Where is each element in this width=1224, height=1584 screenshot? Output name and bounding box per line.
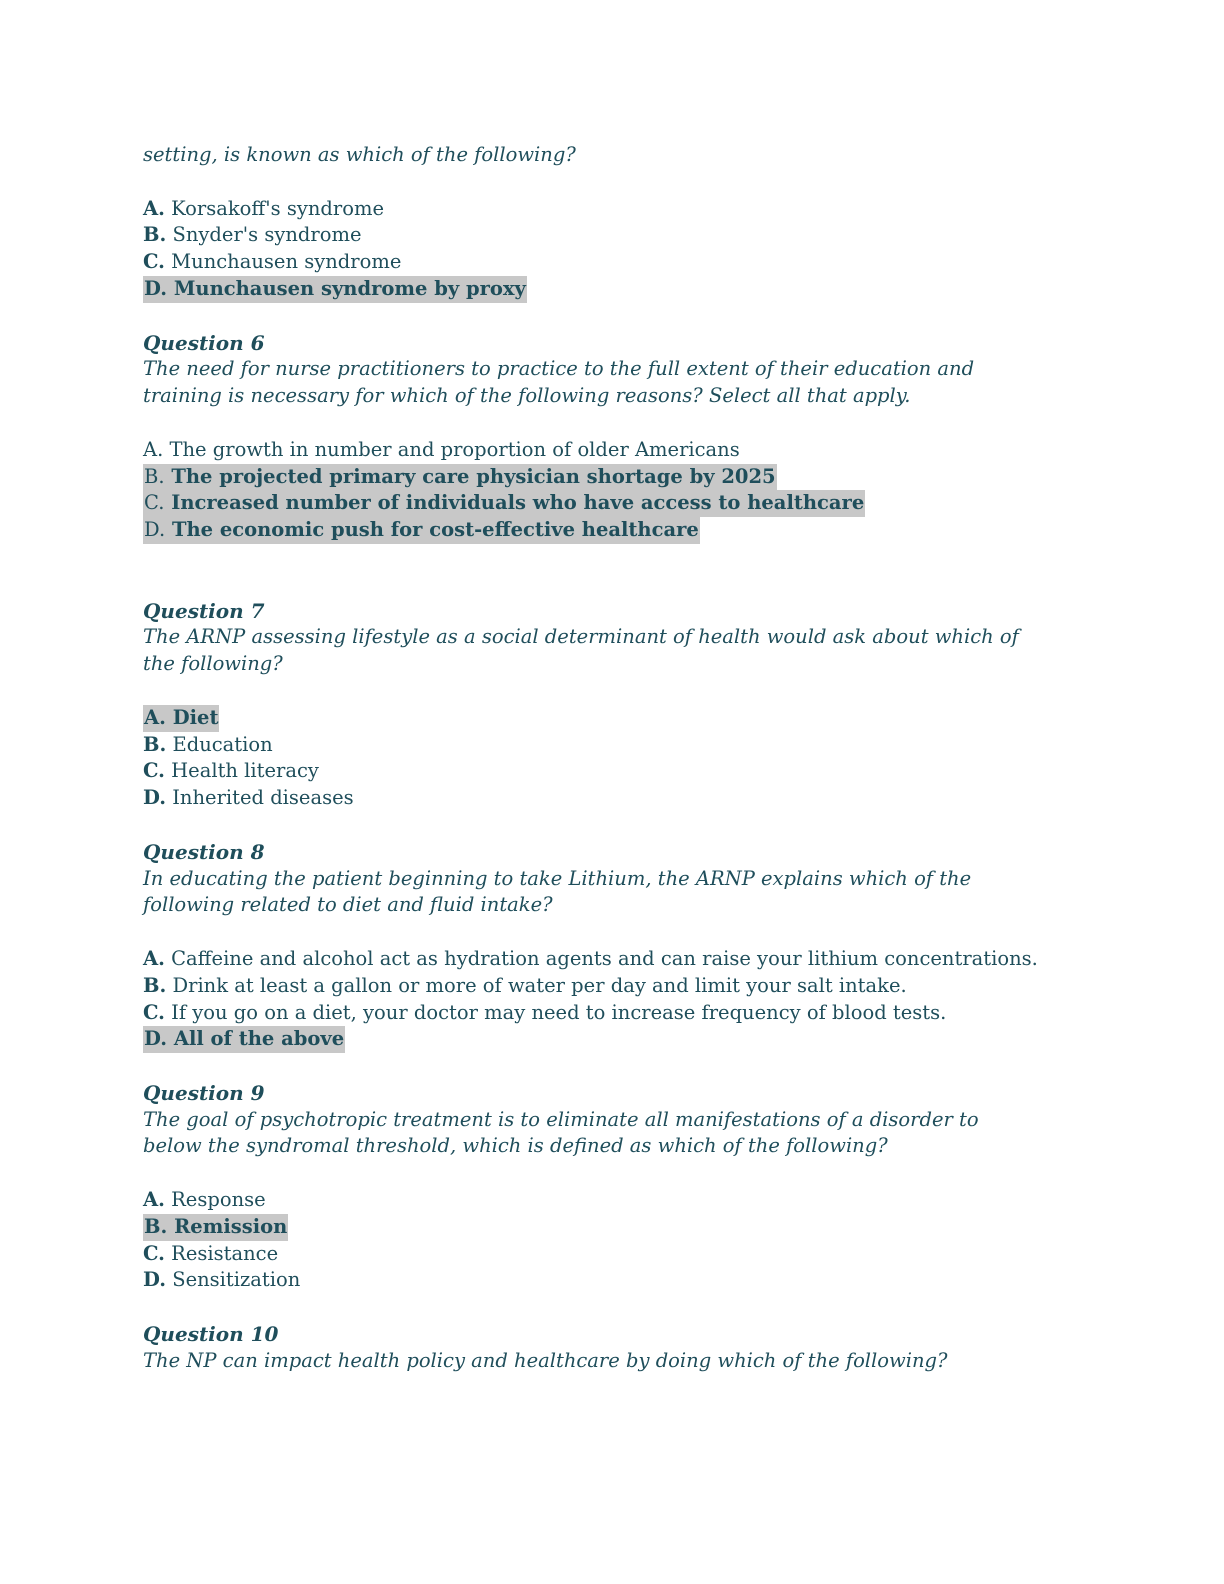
answer-option-correct: A. Diet (143, 705, 1043, 732)
document-page (143, 142, 1043, 1375)
answer-option: C. Resistance (143, 1241, 279, 1265)
answer-option-correct: C. Increased number of individuals who have access to healthcare (143, 490, 1043, 517)
answer-option: A. Response (143, 1188, 266, 1212)
question-title: Question 6 (143, 330, 265, 355)
answer-option-correct: B. The projected primary care physician shortage by 2025 (143, 464, 1043, 491)
question-stem: The ARNP assessing lifestyle as a social determinant of health would ask about which of the following? (143, 625, 1019, 676)
question-stem: setting, is known as which of the following? (143, 143, 576, 166)
answer-option: D. Sensitization (143, 1268, 301, 1292)
answer-option: A. The growth in number and proportion of older Americans (143, 437, 740, 461)
question-title: Question 9 (143, 1080, 265, 1105)
answer-option: B. Snyder's syndrome (143, 223, 362, 247)
answer-option: C. If you go on a diet, your doctor may need to increase frequency of blood tests. (143, 1000, 947, 1024)
question-title: Question 7 (143, 598, 265, 623)
question-stem: The need for nurse practitioners to practice to the full extent of their education and training is necessary for which of the following reasons? Select all that apply. (143, 357, 975, 408)
answer-option-correct: D. All of the above (143, 1026, 1043, 1053)
question-stem: The NP can impact health policy and healthcare by doing which of the following? (143, 1348, 948, 1372)
question-stem: The goal of psychotropic treatment is to eliminate all manifestations of a disorder to below the syndromal threshold, which is defined as which of the following? (143, 1107, 979, 1158)
answer-option: D. Inherited diseases (143, 786, 354, 810)
answer-option: A. Caffeine and alcohol act as hydration agents and can raise your lithium concentrations. (143, 946, 1038, 970)
question-title: Question 8 (143, 839, 265, 864)
answer-option: C. Munchausen syndrome (143, 250, 402, 274)
answer-option: B. Education (143, 732, 273, 756)
answer-option: C. Health literacy (143, 759, 319, 783)
question-title: Question 10 (143, 1322, 279, 1347)
question-stem: In educating the patient beginning to take Lithium, the ARNP explains which of the following related to diet and fluid intake? (143, 866, 972, 917)
answer-option-correct: B. Remission (143, 1214, 1043, 1241)
answer-option: A. Korsakoff's syndrome (143, 196, 384, 220)
answer-option-correct: D. Munchausen syndrome by proxy (143, 276, 1043, 303)
answer-option-correct: D. The economic push for cost-effective healthcare (143, 517, 1043, 544)
answer-option: B. Drink at least a gallon or more of water per day and limit your salt intake. (143, 973, 907, 997)
